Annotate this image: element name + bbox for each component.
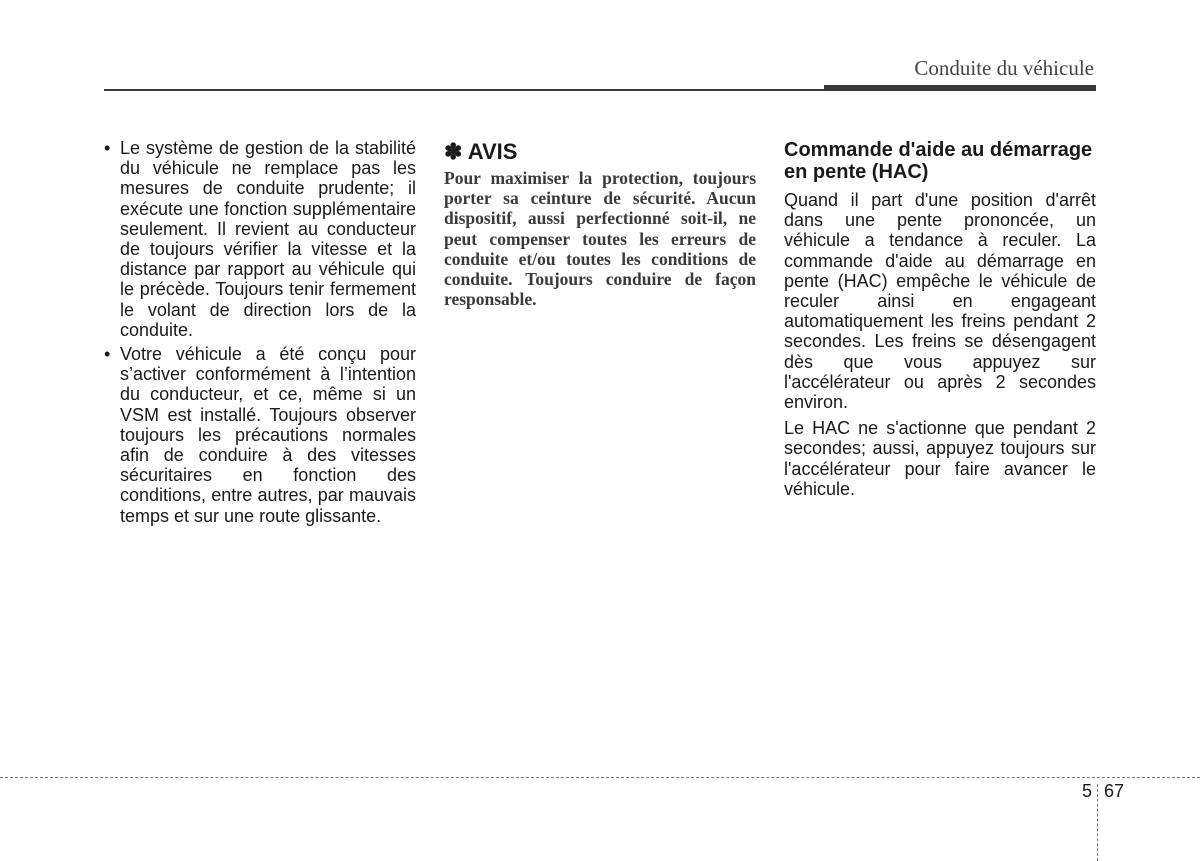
paragraph: Quand il part d'une position d'arrêt dans une pente prononcée, un véhicule a tendance à reculer. La commande d'aide au démarrage en pente (HAC) empêche le véhicule de reculer ainsi en engageant automatiquement les freins pendant 2 secondes. Les freins se désengagent dès que vous appuyez sur l'accélérateur ou après 2 secondes environ.	[784, 190, 1096, 413]
section-heading: Commande d'aide au démarrage en pente (HAC)	[784, 139, 1093, 183]
column-stability-notes	[104, 138, 416, 530]
column-notice	[444, 138, 756, 309]
notice-heading: ✽ AVIS	[444, 139, 518, 164]
notice-text: Pour maximiser la protection, toujours porter sa ceinture de sécurité. Aucun dispositif, aussi perfectionné soit-il, ne peut compenser toutes les erreurs de conduite et/ou toutes les conditions de conduite. Toujours conduire de façon responsable.	[444, 168, 756, 310]
paragraph: Le HAC ne s'actionne que pendant 2 secondes; aussi, appuyez toujours sur l'accélérateur pour faire avancer le véhicule.	[784, 418, 1096, 499]
bullet-marker: •	[104, 138, 111, 158]
header-rule-accent	[824, 85, 1096, 91]
column-hac	[784, 138, 1096, 505]
page-header-title: Conduite du véhicule	[914, 56, 1094, 80]
bullet-list	[104, 138, 416, 526]
header-rule	[104, 89, 826, 91]
footer-divider	[0, 777, 1200, 778]
footer-vertical-divider	[1097, 784, 1098, 861]
list-item-text: Votre véhicule a été conçu pour s’activer conformément à l’intention du conducteur, et ce, même si un VSM est installé. Toujours observer toujours les précautions normales afin de conduire à des vitesses sécuritaires en fonction des conditions, entre autres, par mauvais temps et sur une route glissante.	[120, 344, 416, 526]
list-item	[104, 138, 416, 340]
page-number: 67	[1104, 781, 1125, 801]
list-item	[104, 344, 416, 526]
bullet-marker: •	[104, 344, 111, 365]
list-item-text: Le système de gestion de la stabilité du véhicule ne remplace pas les mesures de conduite prudente; il exécute une fonction supplémentaire seulement. Il revient au conducteur de toujours vérifier la vitesse et la distance par rapport au véhicule qui le précède. Toujours tenir fermement le volant de direction lors de la conduite.	[120, 138, 416, 340]
chapter-number: 5	[1081, 781, 1092, 801]
